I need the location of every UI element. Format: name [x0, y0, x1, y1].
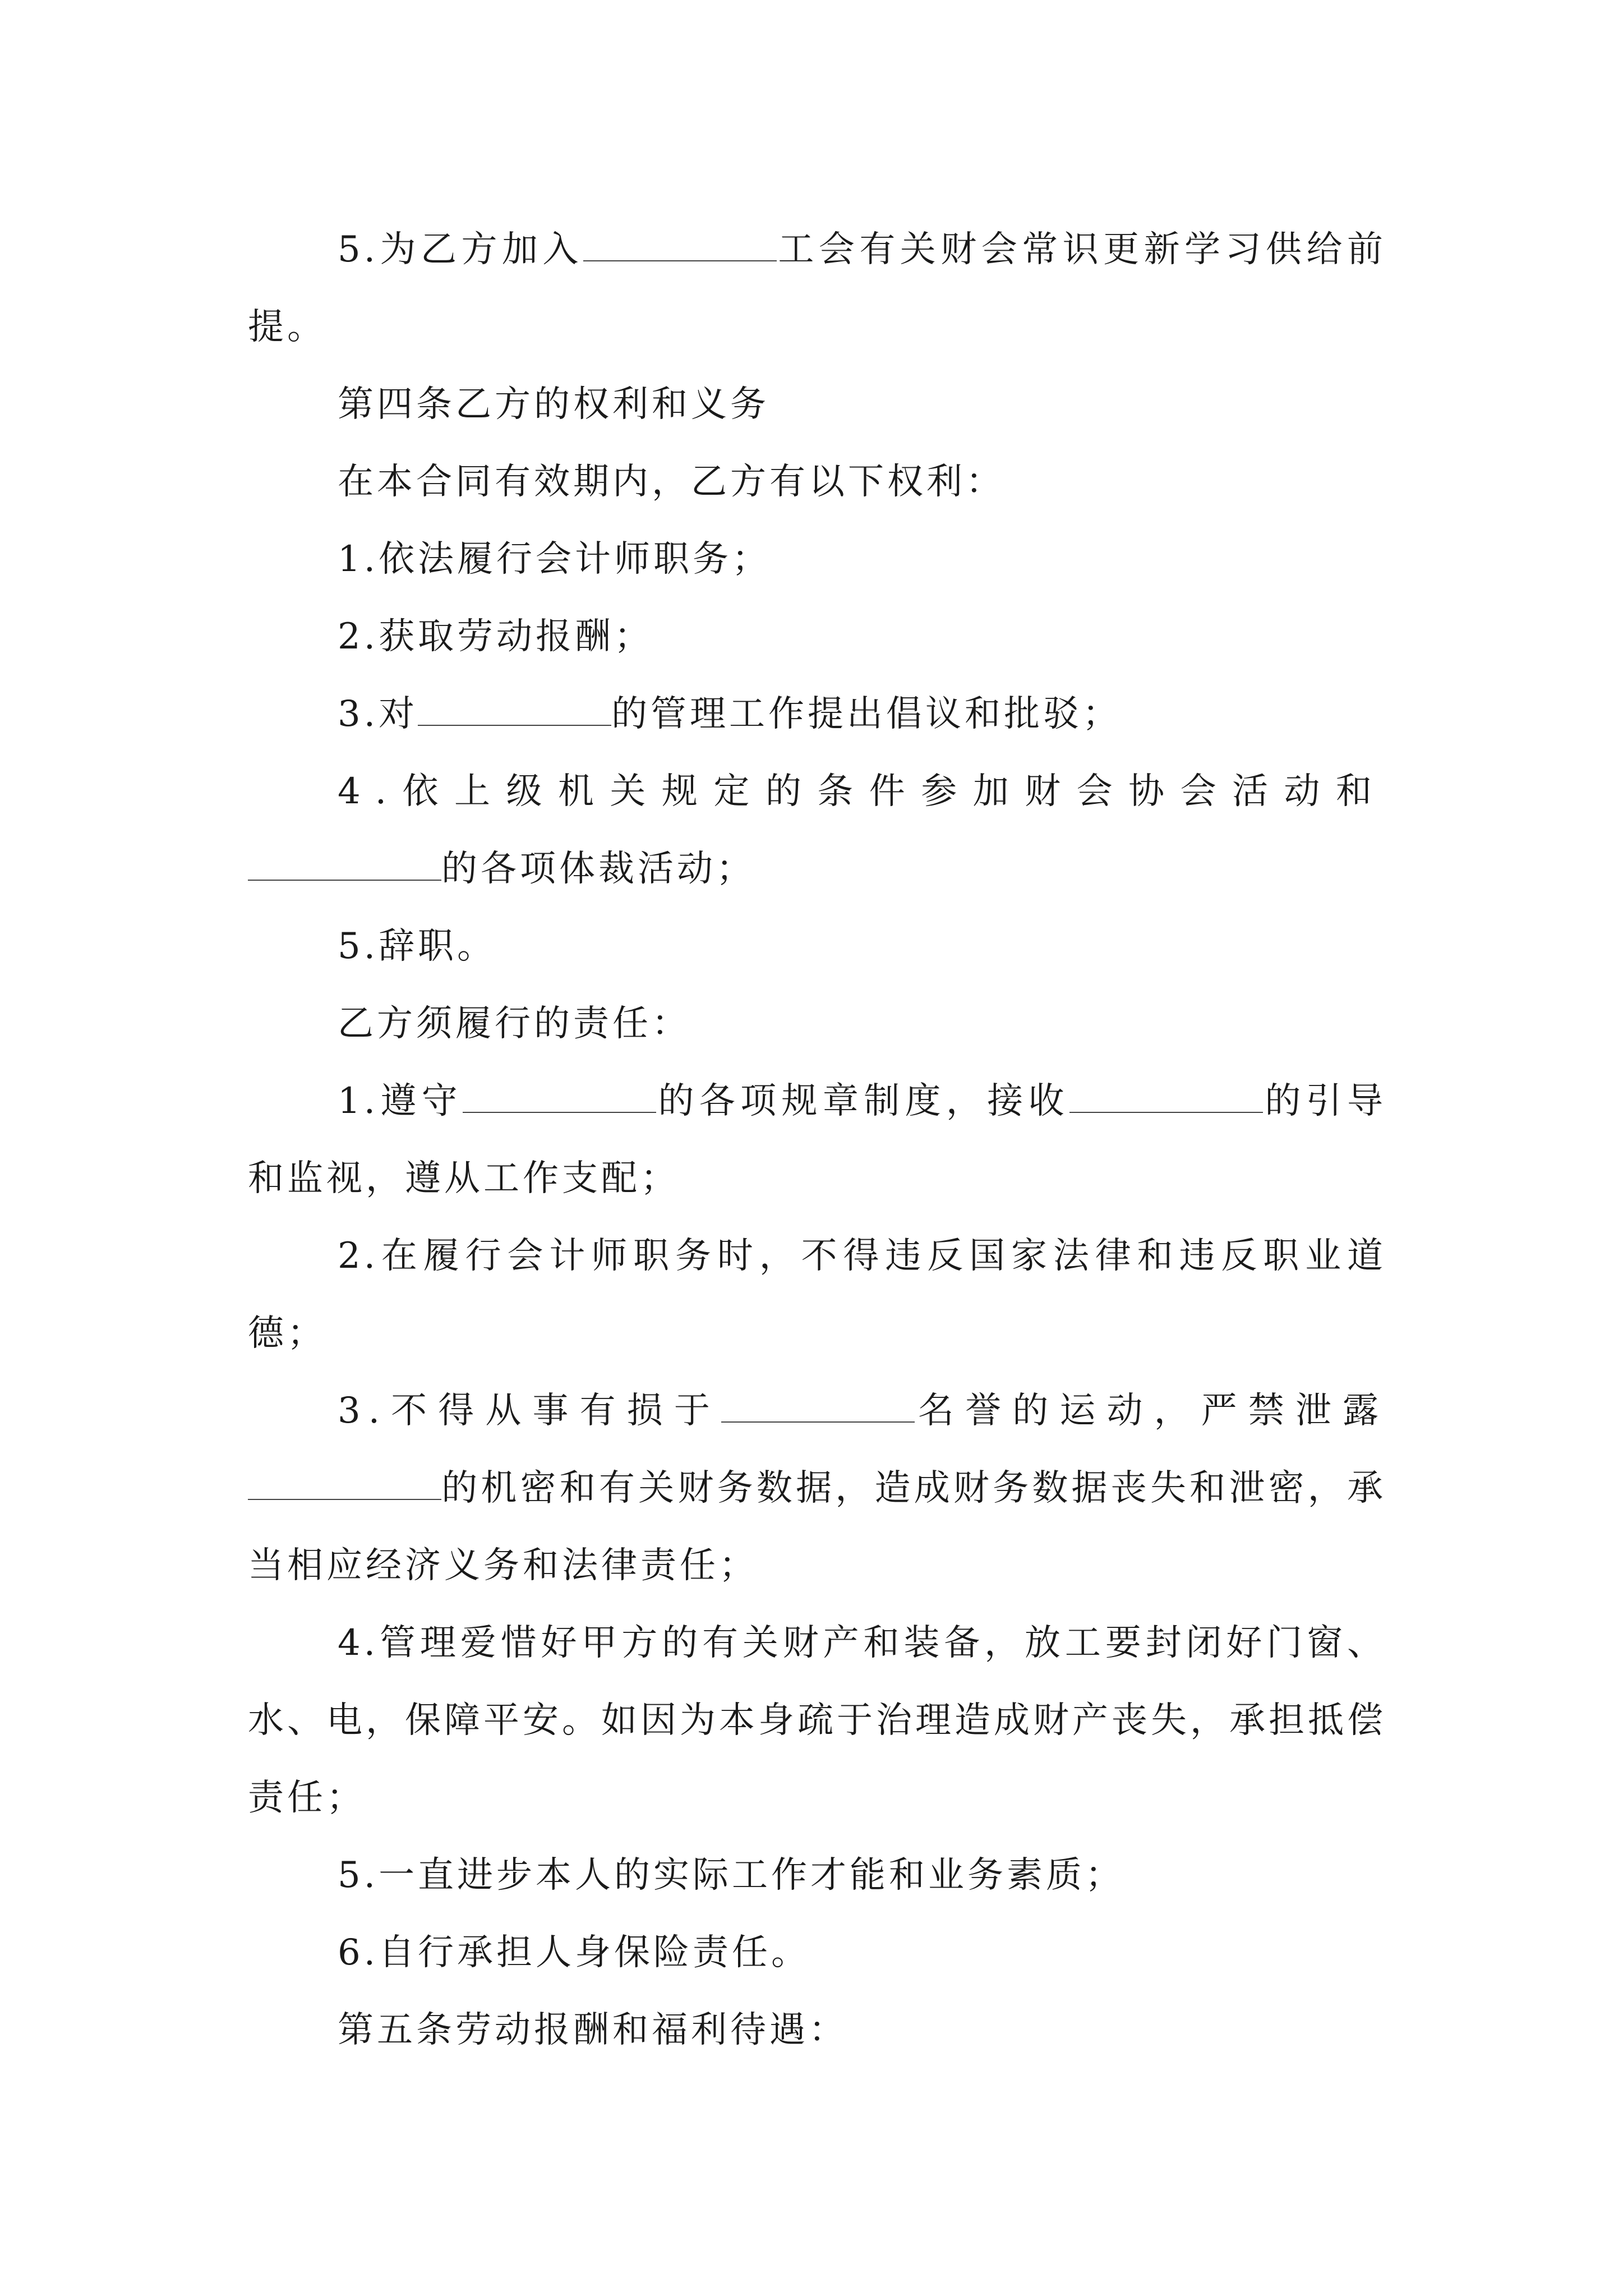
fill-in-blank — [1069, 1080, 1263, 1113]
duty-item-5: 5.一直进步本人的实际工作才能和业务素质； — [338, 1855, 1125, 1896]
fill-in-blank — [721, 1390, 915, 1423]
duty-item-4: 4.管理爱惜好甲方的有关财产和装备，放工要封闭好门窗、水、电，保障平安。如因为本身疏于治理造成财产丧失，承担抵偿责任； — [248, 1622, 1386, 1819]
text-segment: 的管理工作提出倡议和批驳； — [611, 693, 1122, 735]
duty-item-3 — [248, 1372, 1386, 1604]
right-item-3 — [248, 675, 1386, 753]
document-body — [248, 211, 1386, 2069]
duty-item-6: 6.自行承担人身保险责任。 — [338, 1932, 811, 1973]
right-item-2: 2.获取劳动报酬； — [338, 616, 654, 657]
text-segment: 工会有关财会常识更新学习供给前提。 — [248, 229, 1387, 348]
duties-intro: 乙方须履行的责任： — [338, 1003, 691, 1045]
paragraph-union-study — [248, 211, 1386, 366]
text-segment: 的引导和监视，遵从工作支配； — [248, 1080, 1387, 1199]
fill-in-blank — [248, 848, 441, 881]
duty-item-2: 2.在履行会计师职务时，不得违反国家法律和违反职业道德； — [248, 1235, 1386, 1354]
article-4-heading: 第四条乙方的权利和义务 — [338, 384, 769, 425]
fill-in-blank — [463, 1080, 656, 1113]
rights-intro: 在本合同有效期内，乙方有以下权利： — [338, 461, 1005, 503]
text-segment: 的各项规章制度，接收 — [656, 1080, 1069, 1122]
text-segment: 4.依上级机关规定的条件参加财会协会活动和 — [338, 771, 1386, 812]
duty-item-1 — [248, 1062, 1386, 1217]
fill-in-blank — [583, 229, 777, 261]
text-segment: 的各项体裁活动； — [441, 848, 755, 890]
text-segment: 1.遵守 — [338, 1080, 463, 1122]
text-segment: 的机密和有关财务数据，造成财务数据丧失和泄密，承当相应经济义务和法律责任； — [248, 1467, 1386, 1586]
text-segment: 3.不得从事有损于 — [338, 1390, 721, 1432]
article-5-heading: 第五条劳动报酬和福利待遇： — [338, 2009, 848, 2051]
fill-in-blank — [418, 693, 611, 726]
text-segment: 5.为乙方加入 — [338, 229, 583, 270]
right-item-1: 1.依法履行会计师职务； — [338, 539, 772, 580]
text-segment: 3.对 — [338, 693, 418, 735]
right-item-4 — [248, 753, 1386, 908]
text-segment: 名誉的运动，严禁泄露 — [914, 1390, 1387, 1432]
right-item-5: 5.辞职。 — [338, 926, 497, 967]
fill-in-blank — [248, 1467, 441, 1500]
